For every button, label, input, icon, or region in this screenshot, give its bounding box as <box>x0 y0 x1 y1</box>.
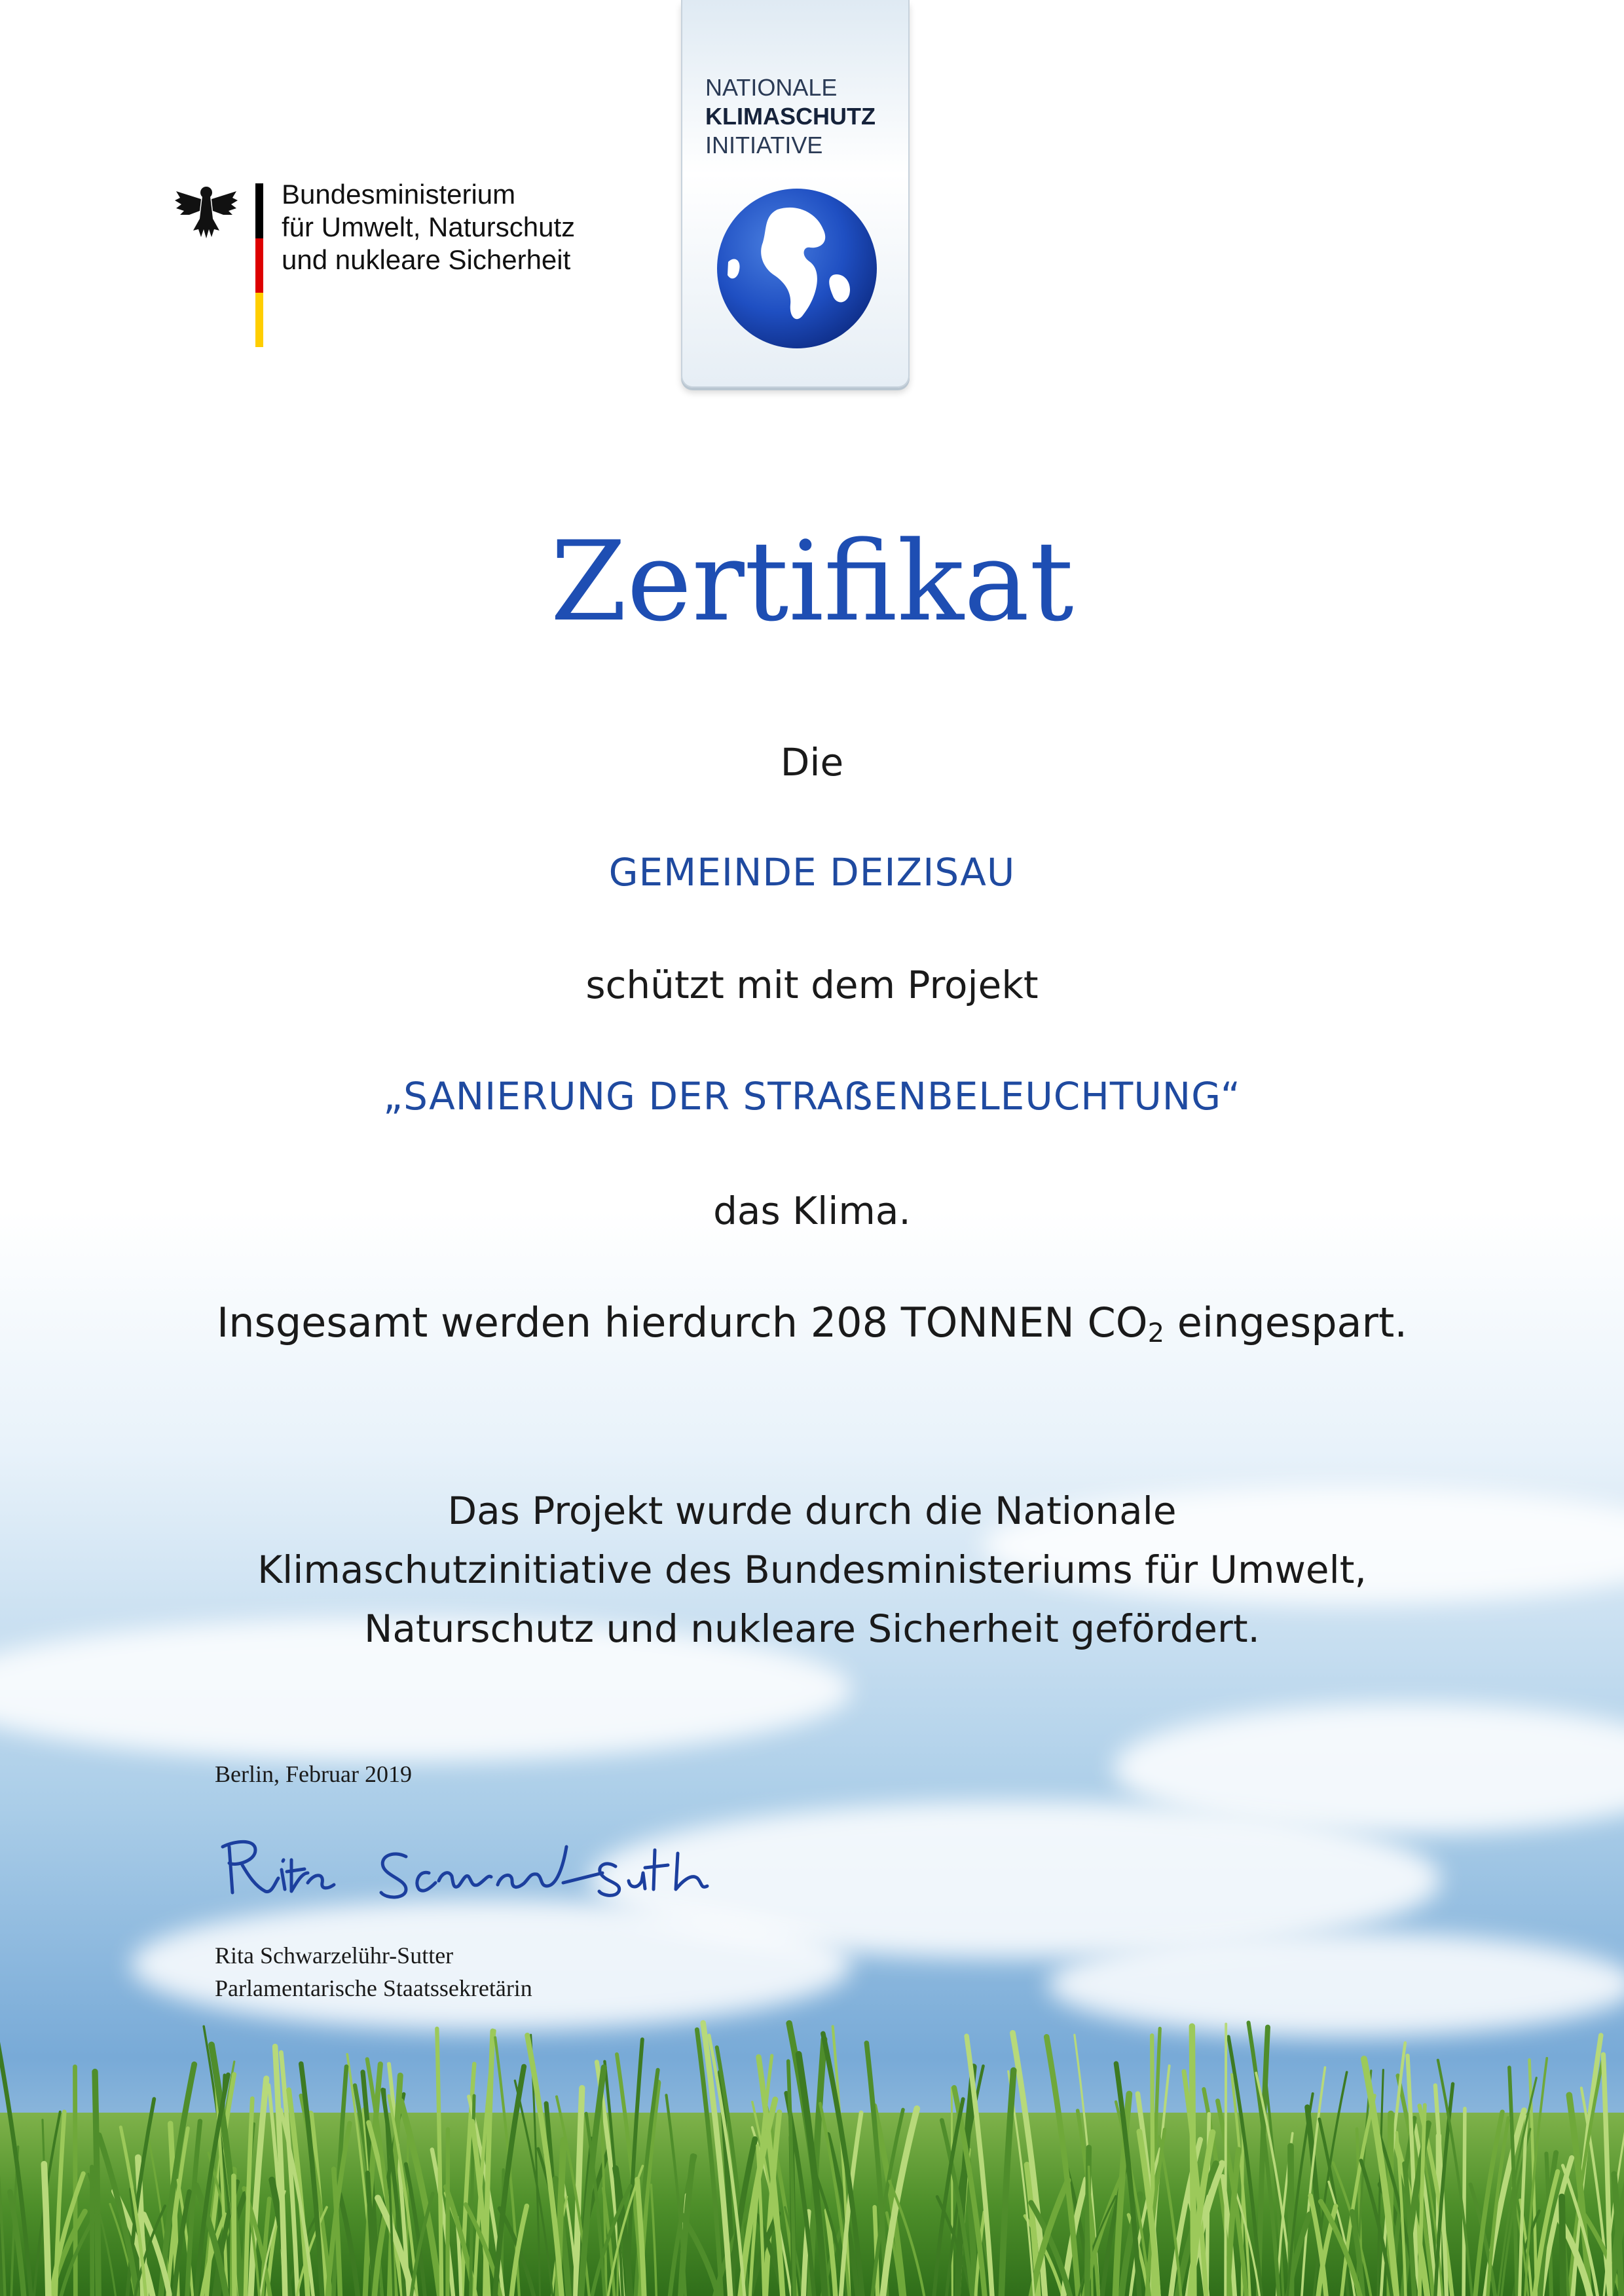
nki-line-1: NATIONALE <box>705 74 838 101</box>
savings-suffix: eingespart. <box>1164 1299 1408 1346</box>
nki-line-3: INITIATIVE <box>705 132 823 158</box>
signer-name: Rita Schwarzelühr-Sutter <box>215 1942 454 1969</box>
certificate-title: Zertifikat <box>550 517 1074 646</box>
co2-subscript: 2 <box>1147 1318 1165 1348</box>
place-and-date: Berlin, Februar 2019 <box>215 1761 412 1787</box>
globe-icon <box>712 183 882 354</box>
ministry-name-line: und nukleare Sicherheit <box>282 244 571 275</box>
ministry-name <box>282 178 648 276</box>
funding-line: Klimaschutzinitiative des Bundesministeriums für Umwelt, <box>257 1547 1367 1592</box>
signer-role: Parlamentarische Staatssekretärin <box>215 1975 532 2001</box>
ministry-name-line: für Umwelt, Naturschutz <box>282 212 576 242</box>
funding-statement <box>0 1481 1624 1658</box>
grass-field-image <box>0 2014 1624 2296</box>
funding-line: Naturschutz und nukleare Sicherheit gefördert. <box>363 1606 1260 1651</box>
recipient-name: GEMEINDE DEIZISAU <box>608 850 1016 895</box>
handwritten-signature <box>210 1821 786 1919</box>
savings-prefix: Insgesamt werden hierdurch 208 TONNEN CO <box>216 1299 1148 1346</box>
federal-eagle-icon <box>174 178 239 244</box>
funding-line: Das Projekt wurde durch die Nationale <box>447 1489 1177 1533</box>
ministry-name-line: Bundesministerium <box>282 179 516 210</box>
german-flag-bar <box>255 183 263 347</box>
nki-logo-text <box>705 73 876 160</box>
text-protects: schützt mit dem Projekt <box>585 963 1039 1007</box>
nki-logo-badge <box>681 0 910 388</box>
nki-line-2: KLIMASCHUTZ <box>705 103 876 130</box>
co2-savings-statement <box>0 1299 1624 1348</box>
text-die: Die <box>780 740 844 785</box>
text-climate: das Klima. <box>713 1189 911 1233</box>
project-name: „SANIERUNG DER STRAẞENBELEUCHTUNG“ <box>383 1074 1241 1119</box>
